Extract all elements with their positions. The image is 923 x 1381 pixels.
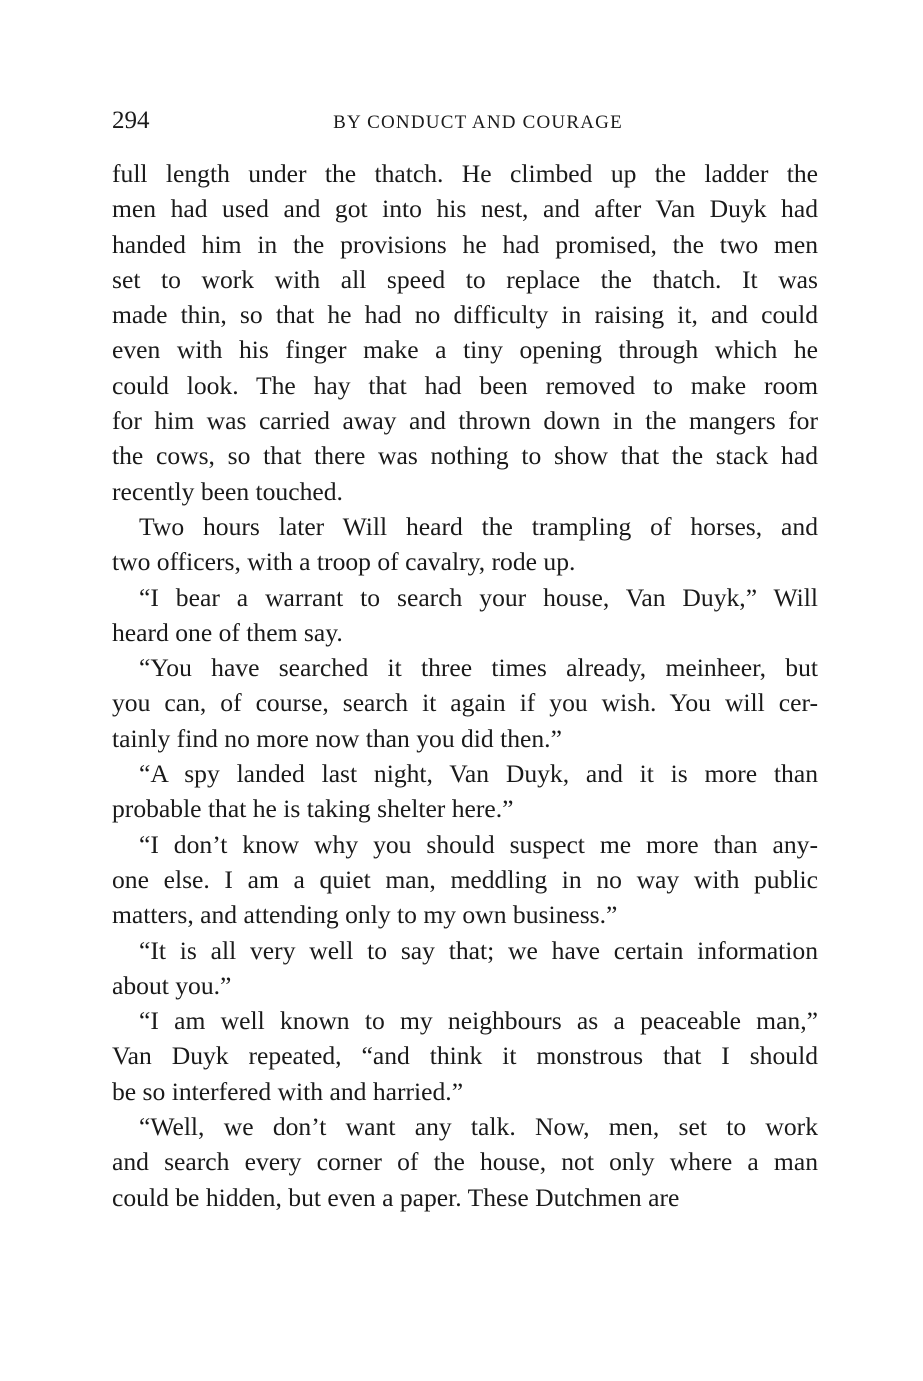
paragraph	[112, 1003, 818, 1109]
text-line: “I am well known to my neighbours as a peaceable man,”	[139, 1006, 818, 1036]
text-line: you can, of course, search it again if you wish. You will cer-	[112, 688, 818, 718]
text-line: recently been touched.	[112, 476, 343, 506]
text-line: “Well, we don’t want any talk. Now, men, set to work	[139, 1112, 818, 1142]
text-line: “A spy landed last night, Van Duyk, and it is more than	[139, 759, 818, 789]
body-text	[112, 156, 818, 1215]
paragraph	[112, 827, 818, 933]
text-line: handed him in the provisions he had promised, the two men	[112, 229, 818, 259]
text-line: and search every corner of the house, not only where a man	[112, 1147, 818, 1177]
text-line: “I don’t know why you should suspect me more than any-	[139, 829, 818, 859]
text-line: matters, and attending only to my own business.”	[112, 900, 618, 930]
text-line: “You have searched it three times already, meinheer, but	[139, 653, 818, 683]
text-line: even with his finger make a tiny opening through which he	[112, 335, 818, 365]
running-head: BY CONDUCT AND COURAGE	[333, 112, 623, 133]
paragraph	[112, 650, 818, 756]
text-line: be so interfered with and harried.”	[112, 1076, 464, 1106]
text-line: heard one of them say.	[112, 617, 343, 647]
text-line: about you.”	[112, 970, 232, 1000]
text-line: full length under the thatch. He climbed up the ladder the	[112, 159, 818, 188]
text-line: men had used and got into his nest, and after Van Duyk had	[112, 194, 818, 224]
text-line: could look. The hay that had been removed to make room	[112, 370, 818, 400]
text-line: Van Duyk repeated, “and think it monstrous that I should	[112, 1041, 818, 1071]
text-line: set to work with all speed to replace the thatch. It was	[112, 264, 818, 294]
text-line: Two hours later Will heard the trampling of horses, and	[139, 511, 818, 541]
text-line: two officers, with a troop of cavalry, rode up.	[112, 547, 576, 577]
paragraph	[112, 756, 818, 827]
paragraph	[112, 1109, 818, 1215]
page-header	[112, 106, 818, 136]
text-line: could be hidden, but even a paper. These Dutchmen are	[112, 1182, 680, 1212]
text-line: “It is all very well to say that; we have certain information	[139, 935, 818, 965]
text-line: probable that he is taking shelter here.”	[112, 794, 514, 824]
paragraph	[112, 156, 818, 509]
text-line: one else. I am a quiet man, meddling in no way with public	[112, 864, 818, 894]
paragraph	[112, 509, 818, 580]
text-line: “I bear a warrant to search your house, Van Duyk,” Will	[139, 582, 818, 612]
page-number: 294	[112, 107, 150, 134]
paragraph	[112, 580, 818, 651]
text-line: the cows, so that there was nothing to show that the stack had	[112, 441, 818, 471]
text-line: for him was carried away and thrown down in the mangers for	[112, 406, 818, 436]
text-line: made thin, so that he had no difficulty in raising it, and could	[112, 300, 818, 330]
paragraph	[112, 933, 818, 1004]
text-line: tainly find no more now than you did then.”	[112, 723, 562, 753]
